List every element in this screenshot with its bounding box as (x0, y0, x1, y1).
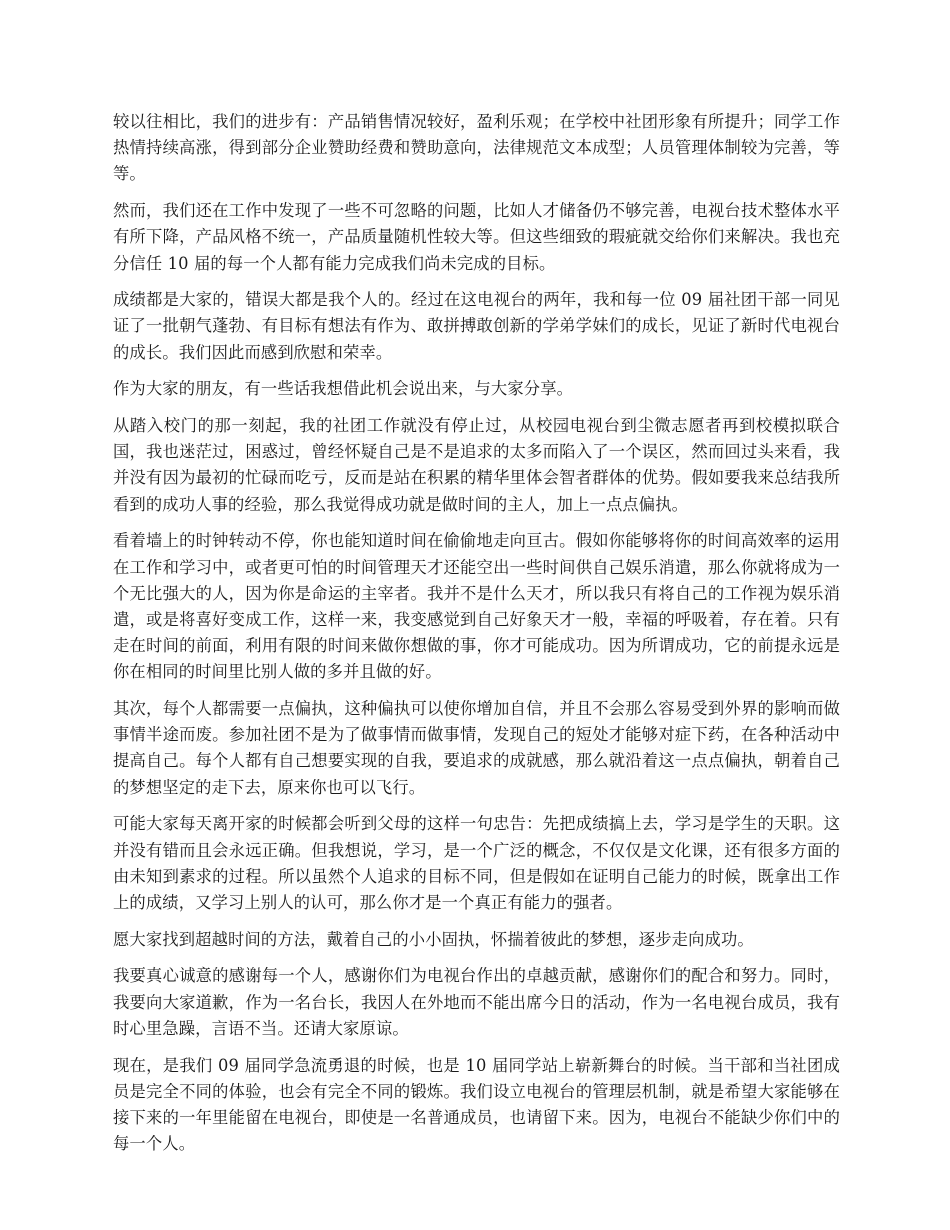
paragraph-problems: 然而，我们还在工作中发现了一些不可忽略的问题，比如人才储备仍不够完善，电视台技术整体水平有所下降，产品风格不统一，产品质量随机性较大等。但这些细致的瑕疵就交给你们来解决。我也充分信任 10 届的每一个人都有能力完成我们尚未完成的目标。 (113, 201, 840, 273)
paragraph-wish: 愿大家找到超越时间的方法，戴着自己的小小固执，怀揣着彼此的梦想，逐步走向成功。 (113, 929, 754, 949)
paragraph-learning: 可能大家每天离开家的时候都会听到父母的这样一句忠告：先把成绩搞上去，学习是学生的天职。这并没有错而且会永远正确。但我想说，学习，是一个广泛的概念，不仅仅是文化课，还有很多方面的由未知到素求的过程。所以虽然个人追求的目标不同，但是假如在证明自己能力的时候，既拿出工作上的成绩，又学习上别人的认可，那么你才是一个真正有能力的强者。 (113, 814, 840, 912)
paragraph-progress: 较以往相比，我们的进步有：产品销售情况较好，盈利乐观；在学校中社团形象有所提升；同学工作热情持续高涨，得到部分企业赞助经费和赞助意向，法律规范文本成型；人员管理体制较为完善，等等。 (113, 112, 840, 184)
paragraph-thanks: 我要真心诚意的感谢每一个人，感谢你们为电视台作出的卓越贡献，感谢你们的配合和努力。同时，我要向大家道歉，作为一名台长，我因人在外地而不能出席今日的活动，作为一名电视台成员，我有时心里急躁，言语不当。还请大家原谅。 (113, 966, 840, 1038)
paragraph-time: 看着墙上的时钟转动不停，你也能知道时间在偷偷地走向亘古。假如你能够将你的时间高效率的运用在工作和学习中，或者更可怕的时间管理天才还能空出一些时间供自己娱乐消遣，那么你就将成为一个无比强大的人，因为你是命运的主宰者。我并不是什么天才，所以我只有将自己的工作视为娱乐消遣，或是将喜好变成工作，这样一来，我变感觉到自己好象天才一般，幸福的呼吸着，存在着。只有走在时间的前面，利用有限的时间来做你想做的事，你才可能成功。因为所谓成功，它的前提永远是你在相同的时间里比别人做的多并且做的好。 (113, 531, 840, 682)
paragraph-experience: 从踏入校门的那一刻起，我的社团工作就没有停止过，从校园电视台到尘微志愿者再到校模拟联合国，我也迷茫过，困惑过，曾经怀疑自己是不是追求的太多而陷入了一个误区，然而回过头来看，我并没有因为最初的忙碌而吃亏，反而是站在积累的精华里体会智者群体的优势。假如要我来总结我所看到的成功人事的经验，那么我觉得成功就是做时间的主人，加上一点点偏执。 (113, 416, 840, 514)
paragraph-closing: 现在，是我们 09 届同学急流勇退的时候，也是 10 届同学站上崭新舞台的时候。当干部和当社团成员是完全不同的体验，也会有完全不同的锻炼。我们设立电视台的管理层机制，就是希望大家能够在接下来的一年里能留在电视台，即使是一名普通成员，也请留下来。因为，电视台不能缺少你们中的每一个人。 (113, 1055, 840, 1154)
paragraph-share: 作为大家的朋友，有一些话我想借此机会说出来，与大家分享。 (113, 379, 574, 399)
document-body (113, 109, 840, 1168)
paragraph-persistence: 其次，每个人都需要一点偏执，这种偏执可以使你增加自信，并且不会那么容易受到外界的影响而做事情半途而废。参加社团不是为了做事情而做事情，发现自己的短处才能够对症下药，在各种活动中提高自己。每个人都有自己想要实现的自我，要追求的成就感，那么就沿着这一点点偏执，朝着自己的梦想坚定的走下去，原来你也可以飞行。 (113, 699, 840, 797)
paragraph-achievements: 成绩都是大家的，错误大都是我个人的。经过在这电视台的两年，我和每一位 09 届社团干部一同见证了一批朝气蓬勃、有目标有想法有作为、敢拼搏敢创新的学弟学妹们的成长，见证了新时代电视台的成长。我们因此而感到欣慰和荣幸。 (113, 290, 840, 362)
